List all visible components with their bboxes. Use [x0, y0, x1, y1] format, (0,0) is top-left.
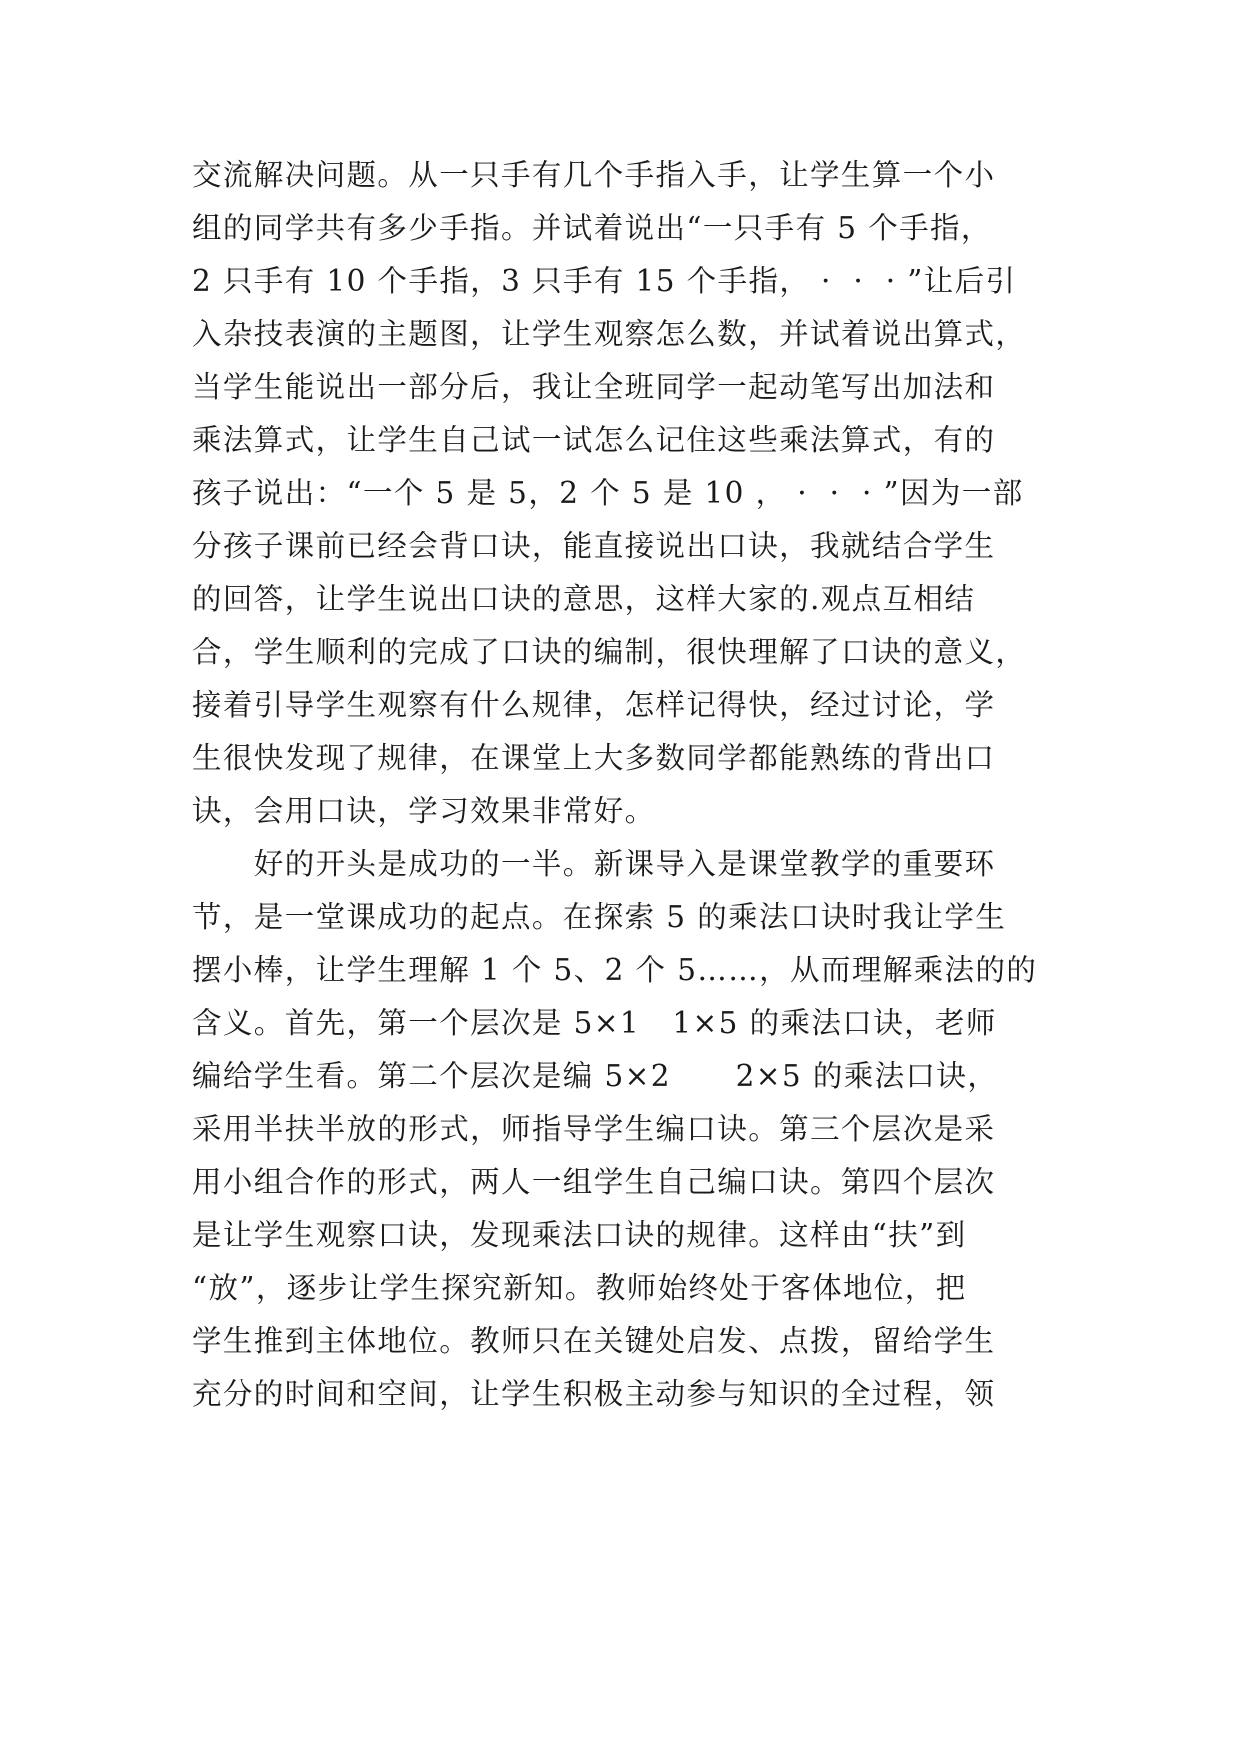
- text-line: 含义。首先，第一个层次是 5×1 1×5 的乘法口诀，老师: [192, 1006, 997, 1040]
- text-line: 分孩子课前已经会背口诀，能直接说出口诀，我就结合学生: [192, 529, 996, 563]
- text-line: 采用半扶半放的形式，师指导学生编口诀。第三个层次是采: [192, 1112, 996, 1146]
- text-line: 生很快发现了规律，在课堂上大多数同学都能熟练的背出口: [192, 741, 996, 775]
- text-line: 充分的时间和空间，让学生积极主动参与知识的全过程，领: [192, 1377, 996, 1411]
- text-line: 节，是一堂课成功的起点。在探索 5 的乘法口诀时我让学生: [192, 900, 1007, 934]
- text-line: 孩子说出：“一个 5 是 5，2 个 5 是 10 ， · · · ”因为一部: [192, 476, 1024, 510]
- text-line: 摆小棒，让学生理解 1 个 5、2 个 5……，从而理解乘法的的: [192, 953, 1038, 987]
- text-line: 是让学生观察口诀，发现乘法口诀的规律。这样由“扶”到: [192, 1218, 967, 1252]
- text-line: 接着引导学生观察有什么规律，怎样记得快，经过讨论，学: [192, 688, 996, 722]
- text-line: 乘法算式，让学生自己试一试怎么记住这些乘法算式，有的: [192, 423, 996, 457]
- paragraph-start-line: 好的开头是成功的一半。新课导入是课堂教学的重要环: [192, 847, 996, 881]
- text-line: 用小组合作的形式，两人一组学生自己编口诀。第四个层次: [192, 1165, 996, 1199]
- text-line: 入杂技表演的主题图，让学生观察怎么数，并试着说出算式，: [192, 317, 1027, 351]
- text-line: 2 只手有 10 个手指，3 只手有 15 个手指， · · · ”让后引: [192, 264, 1017, 298]
- text-line: 交流解决问题。从一只手有几个手指入手，让学生算一个小: [192, 158, 996, 192]
- text-line: 学生推到主体地位。教师只在关键处启发、点拨，留给学生: [192, 1324, 996, 1358]
- text-line: 当学生能说出一部分后，我让全班同学一起动笔写出加法和: [192, 370, 996, 404]
- text-line: 诀，会用口诀，学习效果非常好。: [192, 794, 656, 828]
- text-line: 组的同学共有多少手指。并试着说出“一只手有 5 个手指，: [192, 211, 992, 245]
- text-line: 合，学生顺利的完成了口诀的编制，很快理解了口诀的意义，: [192, 635, 1027, 669]
- text-line: 编给学生看。第二个层次是编 5×2 2×5 的乘法口诀，: [192, 1059, 999, 1093]
- text-line: 的回答，让学生说出口诀的意思，这样大家的.观点互相结: [192, 582, 976, 616]
- text-line: “放”，逐步让学生探究新知。教师始终处于客体地位，把: [192, 1271, 967, 1305]
